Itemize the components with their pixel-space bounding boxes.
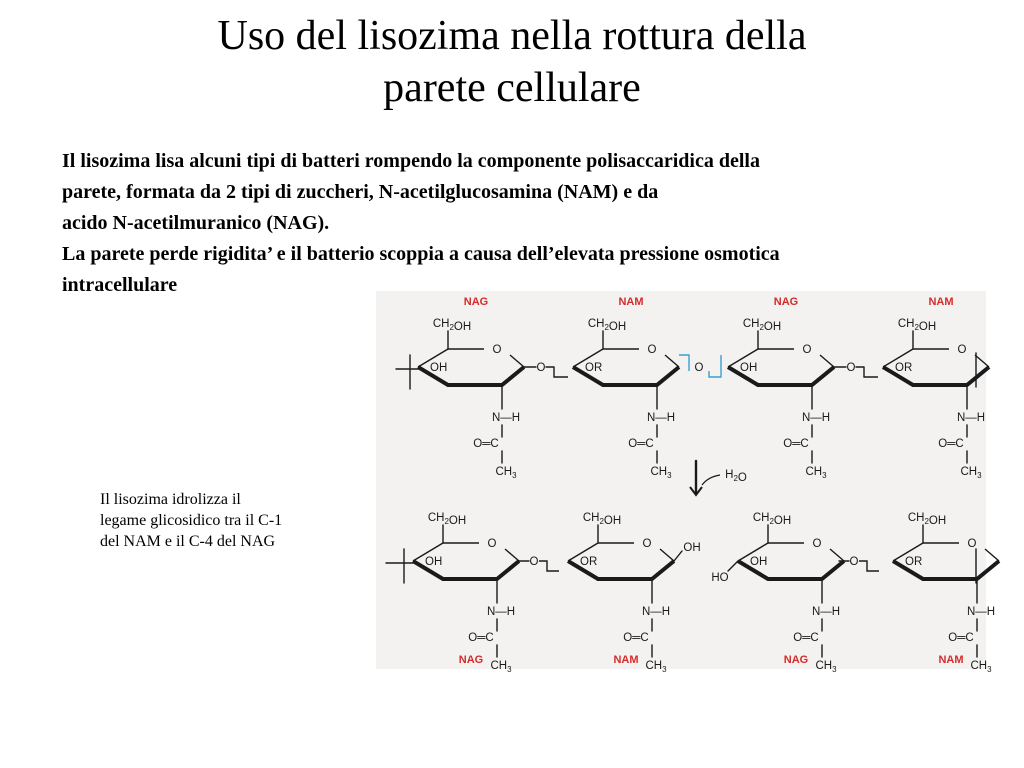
- bottom-label-nag-1: NAG: [458, 654, 484, 666]
- caption-line-2: legame glicosidico tra il C-1: [100, 512, 283, 529]
- bottom-ring-4-co: O═C: [948, 632, 974, 644]
- top-label-nam-2: NAM: [618, 296, 644, 308]
- top-ring-3-ch2oh: $CH_2OH$: [742, 318, 782, 333]
- top-ring-2-oxygen: O: [647, 344, 657, 356]
- bottom-ring-4-substituent: OR: [905, 556, 923, 568]
- title-line-2: parete cellulare: [383, 65, 641, 111]
- top-ring-3-oxygen: O: [802, 344, 812, 356]
- bottom-ring-1-upper-edge: [413, 543, 479, 561]
- free-ho-label: HO: [711, 572, 729, 584]
- bottom-ring-2-substituent: OR: [580, 556, 598, 568]
- bottom-ring-1-co: O═C: [468, 632, 494, 644]
- top-link-3-bond-c: [864, 367, 878, 377]
- bottom-ring-2-oxygen: O: [642, 538, 652, 550]
- bottom-ring-3-oxygen: O: [812, 538, 822, 550]
- bottom-ring-3-co: O═C: [793, 632, 819, 644]
- bottom-ring-1-substituent: OH: [425, 556, 443, 568]
- bottom-ring-4-ch3: $CH_3$: [970, 660, 992, 674]
- water-curve: [702, 475, 720, 485]
- bottom-ring-2-ch3: $CH_3$: [645, 660, 667, 674]
- top-ring-2-upper-right-edge: [665, 355, 679, 367]
- top-ring-2-substituent: OR: [585, 362, 603, 374]
- caption-line-1: Il lisozima idrolizza il: [100, 491, 241, 508]
- bottom-ring-3-ch3: $CH_3$: [815, 660, 837, 674]
- peptidoglycan-hydrolysis-diagram: [376, 291, 996, 674]
- top-ring-1-co: O═C: [473, 438, 499, 450]
- bottom-link-1-oxygen: O: [529, 556, 539, 568]
- top-ring-1-substituent: OH: [430, 362, 448, 374]
- free-oh-bond: [674, 551, 682, 561]
- bottom-ring-2-upper-right-edge: [660, 549, 674, 561]
- top-ring-4-upper-edge: [883, 349, 949, 367]
- top-ring-2-ch2oh: $CH_2OH$: [587, 318, 627, 333]
- bottom-ring-4-upper-edge: [893, 543, 959, 561]
- top-ring-1-nh: N—H: [491, 412, 521, 424]
- bottom-ring-4-ch2oh: $CH_2OH$: [907, 512, 947, 527]
- bottom-ring-2-nh: N—H: [641, 606, 671, 618]
- top-ring-1-upper-edge: [418, 349, 484, 367]
- top-ring-1-upper-right-edge: [510, 355, 524, 367]
- bottom-ring-3-upper-right-edge: [830, 549, 844, 561]
- top-ring-1-ch3: $CH_3$: [495, 466, 517, 480]
- bottom-ring-1-ch2oh: $CH_2OH$: [427, 512, 467, 527]
- cleaved-bond-right: [709, 355, 721, 377]
- top-ring-2-upper-edge: [573, 349, 639, 367]
- top-ring-4-substituent: OR: [895, 362, 913, 374]
- top-ring-1-oxygen: O: [492, 344, 502, 356]
- top-ring-4-ch2oh: $CH_2OH$: [897, 318, 937, 333]
- bottom-label-nam-4: NAM: [938, 654, 964, 666]
- top-label-nag-1: NAG: [463, 296, 489, 308]
- bottom-ring-4-oxygen: O: [967, 538, 977, 550]
- bottom-label-nam-2: NAM: [613, 654, 639, 666]
- top-ring-2-co: O═C: [628, 438, 654, 450]
- free-ho-bond: [728, 561, 738, 571]
- paragraph-line-1: Il lisozima lisa alcuni tipi di batteri rompendo la componente polisaccaridica della: [62, 150, 760, 172]
- paragraph-line-5: intracellulare: [62, 274, 178, 296]
- bottom-ring-1-upper-right-edge: [505, 549, 519, 561]
- bottom-ring-3-substituent: OH: [750, 556, 768, 568]
- bottom-ring-2-co: O═C: [623, 632, 649, 644]
- bottom-ring-3-upper-edge: [738, 543, 804, 561]
- water-label: $H_2O$: [725, 469, 747, 484]
- top-ring-1-ch2oh: $CH_2OH$: [432, 318, 472, 333]
- top-ring-4-oxygen: O: [957, 344, 967, 356]
- bottom-ring-1-nh: N—H: [486, 606, 516, 618]
- body-paragraph: [62, 146, 1002, 301]
- top-label-nag-3: NAG: [773, 296, 799, 308]
- bottom-label-nag-3: NAG: [783, 654, 809, 666]
- bottom-link-3-bond-b: [859, 561, 879, 571]
- title-line-1: Uso del lisozima nella rottura della: [217, 13, 807, 59]
- bottom-ring-1-ch3: $CH_3$: [490, 660, 512, 674]
- bottom-ring-4-upper-right-edge: [985, 549, 999, 561]
- cleaved-bond-left: [679, 355, 689, 371]
- bottom-ring-4-nh: N—H: [966, 606, 996, 618]
- top-link-3-oxygen: O: [846, 362, 856, 374]
- paragraph-line-2: parete, formata da 2 tipi di zuccheri, N-acetilglucosamina (NAM) e da: [62, 181, 659, 203]
- top-ring-3-substituent: OH: [740, 362, 758, 374]
- top-ring-2-ch3: $CH_3$: [650, 466, 672, 480]
- top-ring-2-nh: N—H: [646, 412, 676, 424]
- free-oh-label: OH: [683, 542, 701, 554]
- caption-line-3: del NAM e il C-4 del NAG: [100, 533, 276, 550]
- figure-caption: [100, 489, 360, 552]
- top-ring-3-upper-edge: [728, 349, 794, 367]
- paragraph-line-4: La parete perde rigidita’ e il batterio scoppia a causa dell’elevata pressione osmotica: [62, 243, 780, 265]
- bottom-ring-3-nh: N—H: [811, 606, 841, 618]
- chem-structures-svg: [376, 291, 996, 674]
- bottom-ring-1-oxygen: O: [487, 538, 497, 550]
- top-label-nam-4: NAM: [928, 296, 954, 308]
- bottom-ring-2-upper-edge: [568, 543, 634, 561]
- top-ring-4-co: O═C: [938, 438, 964, 450]
- slide-title: [0, 10, 1024, 114]
- top-link-1-oxygen: O: [536, 362, 546, 374]
- top-ring-3-co: O═C: [783, 438, 809, 450]
- top-ring-3-nh: N—H: [801, 412, 831, 424]
- top-ring-3-ch3: $CH_3$: [805, 466, 827, 480]
- bottom-ring-2-ch2oh: $CH_2OH$: [582, 512, 622, 527]
- top-link-1-bond-c: [554, 367, 568, 377]
- top-ring-4-nh: N—H: [956, 412, 986, 424]
- top-ring-4-upper-right-edge: [975, 355, 989, 367]
- bottom-link-3-oxygen: O: [849, 556, 859, 568]
- top-ring-3-upper-right-edge: [820, 355, 834, 367]
- paragraph-line-3: acido N-acetilmuranico (NAG).: [62, 212, 330, 234]
- bottom-ring-3-ch2oh: $CH_2OH$: [752, 512, 792, 527]
- bottom-link-1-bond-b: [539, 561, 559, 571]
- top-ring-4-ch3: $CH_3$: [960, 466, 982, 480]
- cleaved-bond-oxygen: O: [694, 362, 704, 374]
